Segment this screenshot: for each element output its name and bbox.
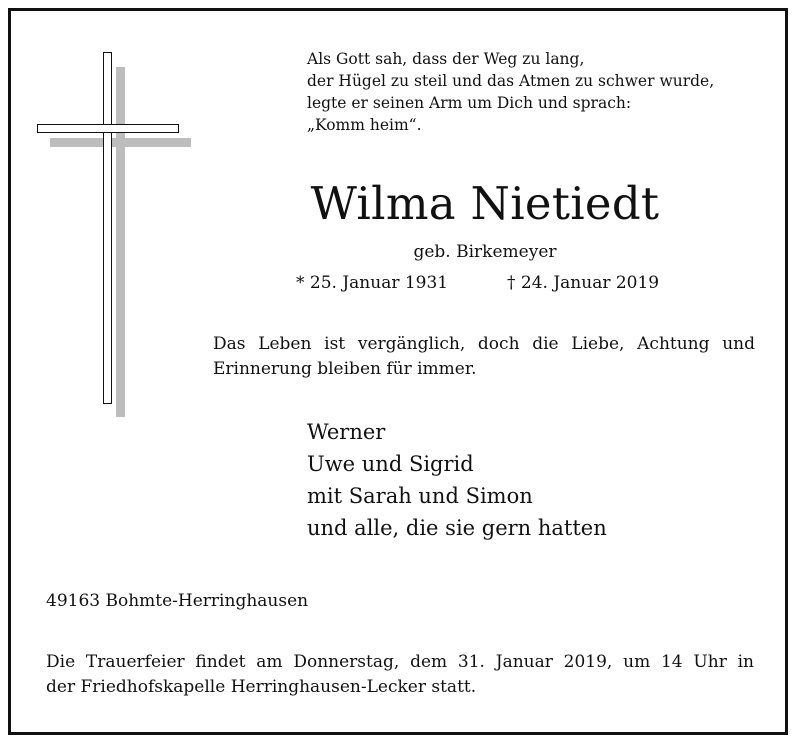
address: 49163 Bohmte-Herringhausen	[46, 591, 309, 611]
birth-date: * 25. Januar 1931	[296, 273, 449, 293]
service-line: der Friedhofskapelle Herringhausen-Lecker statt.	[46, 677, 477, 697]
death-date: † 24. Januar 2019	[507, 273, 660, 293]
verse	[307, 48, 714, 136]
verse-line: Als Gott sah, dass der Weg zu lang,	[307, 50, 585, 68]
mourner-entry: Werner	[307, 420, 386, 444]
verse-line: legte er seinen Arm um Dich und sprach:	[307, 94, 632, 112]
verse-line: der Hügel zu steil und das Atmen zu schwer wurde,	[307, 72, 715, 90]
maiden-name: geb. Birkemeyer	[413, 242, 557, 262]
quote-line: Das Leben ist vergänglich, doch die Liebe, Achtung und	[213, 334, 755, 354]
funeral-service-info	[46, 650, 754, 700]
memorial-quote	[213, 332, 755, 382]
mourner-entry: und alle, die sie gern hatten	[307, 516, 607, 540]
verse-line: „Komm heim“.	[307, 116, 422, 134]
mourner-entry: mit Sarah und Simon	[307, 484, 533, 508]
service-line: Die Trauerfeier findet am Donnerstag, dem 31. Januar 2019, um 14 Uhr in	[46, 652, 754, 672]
deceased-name: Wilma Nietiedt	[310, 177, 660, 230]
mourners-list	[307, 416, 607, 544]
quote-line: Erinnerung bleiben für immer.	[213, 359, 477, 379]
mourner-entry: Uwe und Sigrid	[307, 452, 474, 476]
